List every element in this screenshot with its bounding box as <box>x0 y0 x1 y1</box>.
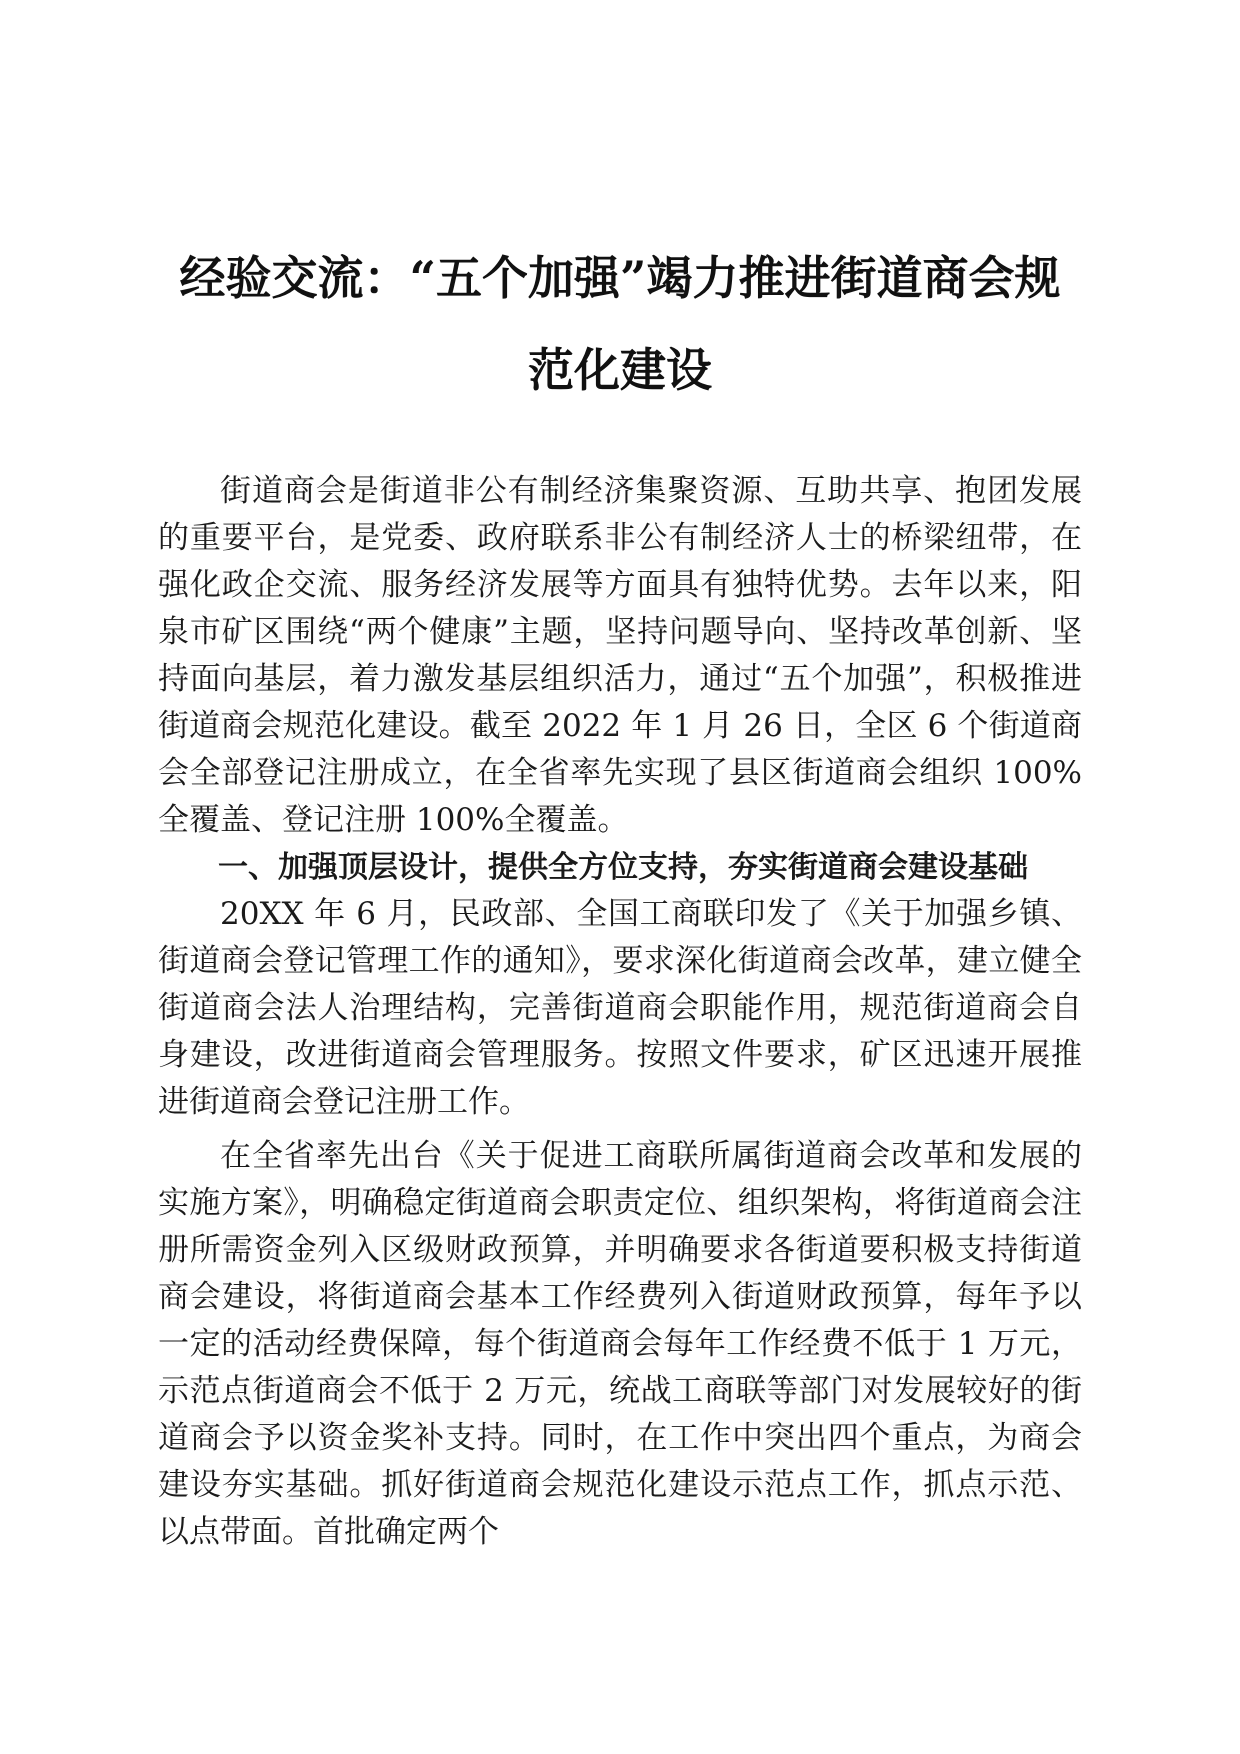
document-title-line-1: 经验交流：“五个加强”竭力推进街道商会规 <box>179 251 1061 305</box>
intro-paragraph: 街道商会是街道非公有制经济集聚资源、互助共享、抱团发展的重要平台，是党委、政府联系非公有制经济人士的桥梁纽带，在强化政企交流、服务经济发展等方面具有独特优势。去年以来，阳泉市矿区围绕“两个健康”主题，坚持问题导向、坚持改革创新、坚持面向基层，着力激发基层组织活力，通过“五个加强”，积极推进街道商会规范化建设。截至 2022 年 1 月 26 日，全区 6 个街道商会全部登记注册成立，在全省率先实现了县区街道商会组织 100%全覆盖、登记注册 100%全覆盖。 <box>158 473 1082 838</box>
body-paragraph: 在全省率先出台《关于促进工商联所属街道商会改革和发展的实施方案》，明确稳定街道商会职责定位、组织架构，将街道商会注册所需资金列入区级财政预算，并明确要求各街道要积极支持街道商会建设，将街道商会基本工作经费列入街道财政预算，每年予以一定的活动经费保障，每个街道商会每年工作经费不低于 1 万元，示范点街道商会不低于 2 万元，统战工商联等部门对发展较好的街道商会予以资金奖补支持。同时，在工作中突出四个重点，为商会建设夯实基础。抓好街道商会规范化建设示范点工作，抓点示范、以点带面。首批确定两个 <box>158 1138 1082 1550</box>
section-heading-1: 一、加强顶层设计，提供全方位支持，夯实街道商会建设基础 <box>218 850 1028 885</box>
body-paragraph: 20XX 年 6 月，民政部、全国工商联印发了《关于加强乡镇、街道商会登记管理工作的通知》，要求深化街道商会改革，建立健全街道商会法人治理结构，完善街道商会职能作用，规范街道商会自身建设，改进街道商会管理服务。按照文件要求，矿区迅速开展推进街道商会登记注册工作。 <box>158 896 1082 1120</box>
document-title-line-2: 范化建设 <box>528 343 712 397</box>
document-title <box>150 232 1090 416</box>
document-body <box>158 468 1082 1556</box>
